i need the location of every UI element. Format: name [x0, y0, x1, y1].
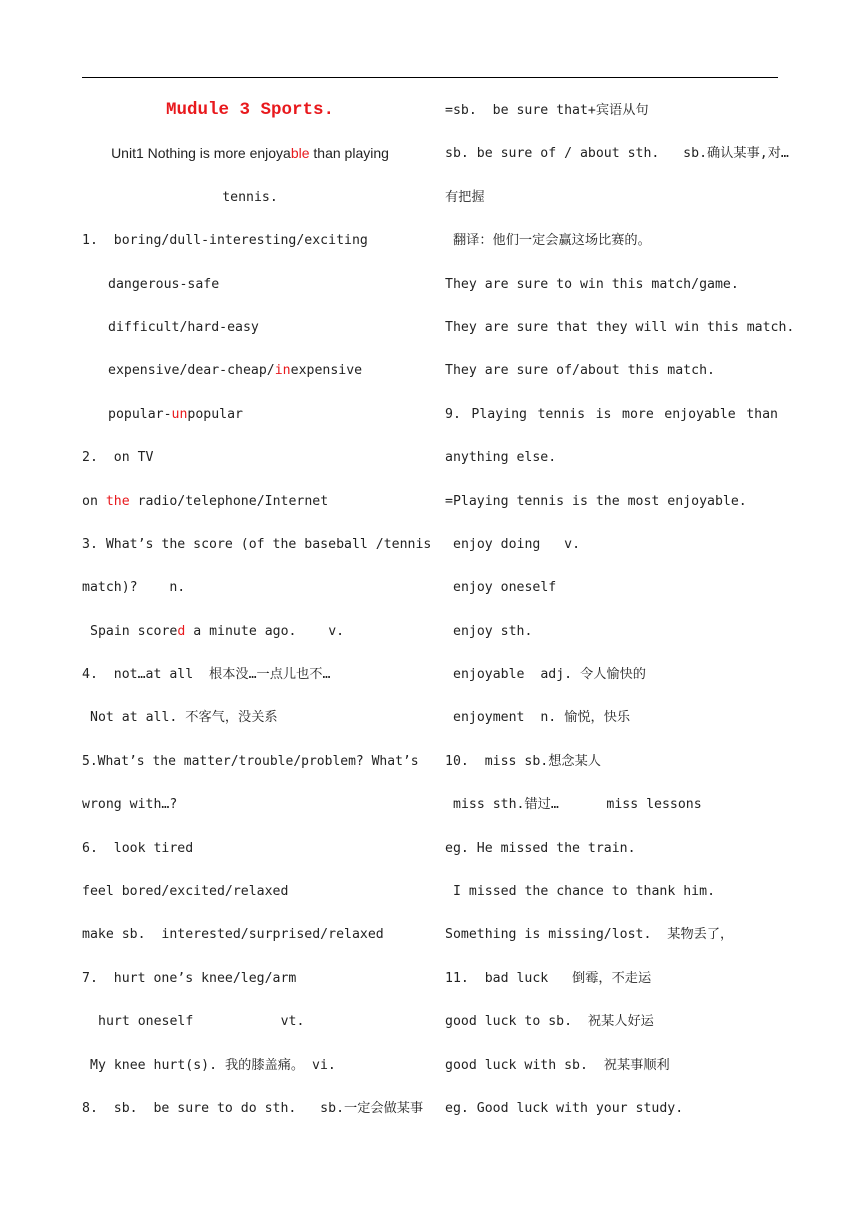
note-line-r7: They are sure of/about this match. — [445, 363, 715, 379]
translation-prompt: 翻译：他们一定会赢这场比赛的。 — [453, 233, 651, 249]
note-line-r9: anything else. — [445, 450, 557, 466]
highlight-prefix: un — [171, 406, 188, 422]
note-line-2: dangerous-safe — [108, 276, 220, 292]
unit-heading-text-end: than playing — [309, 145, 389, 162]
note-text: popular — [187, 406, 243, 422]
note-line-r21: 11. bad luck 倒霉，不走运 — [445, 970, 652, 986]
note-line-1: 1. boring/dull-interesting/exciting — [82, 233, 368, 249]
note-line-r15: enjoyment n. 愉悦，快乐 — [453, 710, 631, 726]
note-line-10 — [82, 610, 418, 653]
right-column — [445, 89, 795, 1130]
note-line-9: match)? n. — [82, 580, 186, 596]
note-line-r16: 10. miss sb.想念某人 — [445, 753, 601, 769]
unit-heading-text: Unit1 Nothing is more enjoya — [111, 145, 291, 162]
unit-heading — [82, 132, 418, 175]
note-line-21: 8. sb. be sure to do sth. sb.一定会做某事 — [82, 1100, 424, 1116]
note-line-r8 — [445, 393, 778, 436]
word: more — [622, 406, 654, 422]
note-text: Spain score — [90, 623, 178, 639]
note-line-r10: =Playing tennis is the most enjoyable. — [445, 493, 747, 509]
note-line-15: 6. look tired — [82, 840, 194, 856]
note-line-r19: I missed the chance to thank him. — [453, 884, 716, 900]
note-line-17: make sb. interested/surprised/relaxed — [82, 927, 384, 943]
note-line-12: Not at all. 不客气，没关系 — [90, 710, 278, 726]
word: enjoyable — [664, 406, 736, 422]
note-line-r17: miss sth.错过… miss lessons — [453, 797, 702, 813]
note-line-16: feel bored/excited/relaxed — [82, 884, 289, 900]
note-line-20: My knee hurt(s). 我的膝盖痛。 vi. — [90, 1057, 336, 1073]
note-line-r20: Something is missing/lost. 某物丢了， — [445, 927, 734, 943]
highlight-prefix: in — [274, 363, 291, 379]
note-line-7 — [82, 480, 418, 523]
note-text: expensive/dear-cheap/ — [108, 363, 275, 379]
note-text: radio/telephone/Internet — [129, 493, 329, 509]
note-line-r1: =sb. be sure that+宾语从句 — [445, 103, 649, 118]
note-line-r12: enjoy oneself — [453, 580, 557, 596]
note-line-r3: 有把握 — [445, 189, 485, 205]
note-line-r6: They are sure that they will win this match. — [445, 319, 795, 335]
left-column — [82, 89, 432, 1130]
word: Playing — [471, 406, 527, 422]
note-line-r23: good luck with sb. 祝某事顺利 — [445, 1057, 670, 1073]
note-line-5 — [82, 393, 418, 436]
note-line-r11: enjoy doing v. — [453, 536, 581, 552]
note-line-6: 2. on TV — [82, 450, 154, 466]
highlight-word: the — [105, 493, 130, 509]
note-line-r22: good luck to sb. 祝某人好运 — [445, 1014, 654, 1030]
note-line-r2: sb. be sure of / about sth. sb.确认某事,对… — [445, 146, 789, 162]
page-title: Mudule 3 Sports. — [166, 100, 335, 120]
note-text: popular- — [108, 406, 172, 422]
highlight-suffix: d — [177, 623, 186, 639]
note-line-r13: enjoy sth. — [453, 623, 533, 639]
note-text: on — [82, 493, 106, 509]
note-line-3: difficult/hard-easy — [108, 319, 259, 335]
note-line-13: 5.What’s the matter/trouble/problem? What’s — [82, 753, 419, 769]
note-line-r14: enjoyable adj. 令人愉快的 — [453, 667, 646, 683]
note-line-r5: They are sure to win this match/game. — [445, 276, 739, 292]
note-line-r18: eg. He missed the train. — [445, 840, 636, 856]
note-line-4 — [82, 349, 418, 392]
word: is — [595, 406, 612, 422]
note-text: expensive — [290, 363, 363, 379]
word: tennis — [537, 406, 586, 422]
note-line-18: 7. hurt one’s knee/leg/arm — [82, 970, 297, 986]
word: 9. — [445, 406, 461, 422]
note-line-14: wrong with…? — [82, 797, 178, 813]
note-line-11: 4. not…at all 根本没…一点儿也不… — [82, 667, 331, 683]
unit-heading-highlight: ble — [290, 145, 310, 162]
note-line-r24: eg. Good luck with your study. — [445, 1100, 684, 1116]
header-rule — [82, 77, 778, 78]
word: than — [746, 406, 778, 422]
note-line-19: hurt oneself vt. — [98, 1014, 305, 1030]
note-line-8: 3. What’s the score (of the baseball /tennis — [82, 536, 432, 552]
note-text: a minute ago. v. — [185, 623, 345, 639]
unit-heading-continued: tennis. — [222, 189, 278, 205]
